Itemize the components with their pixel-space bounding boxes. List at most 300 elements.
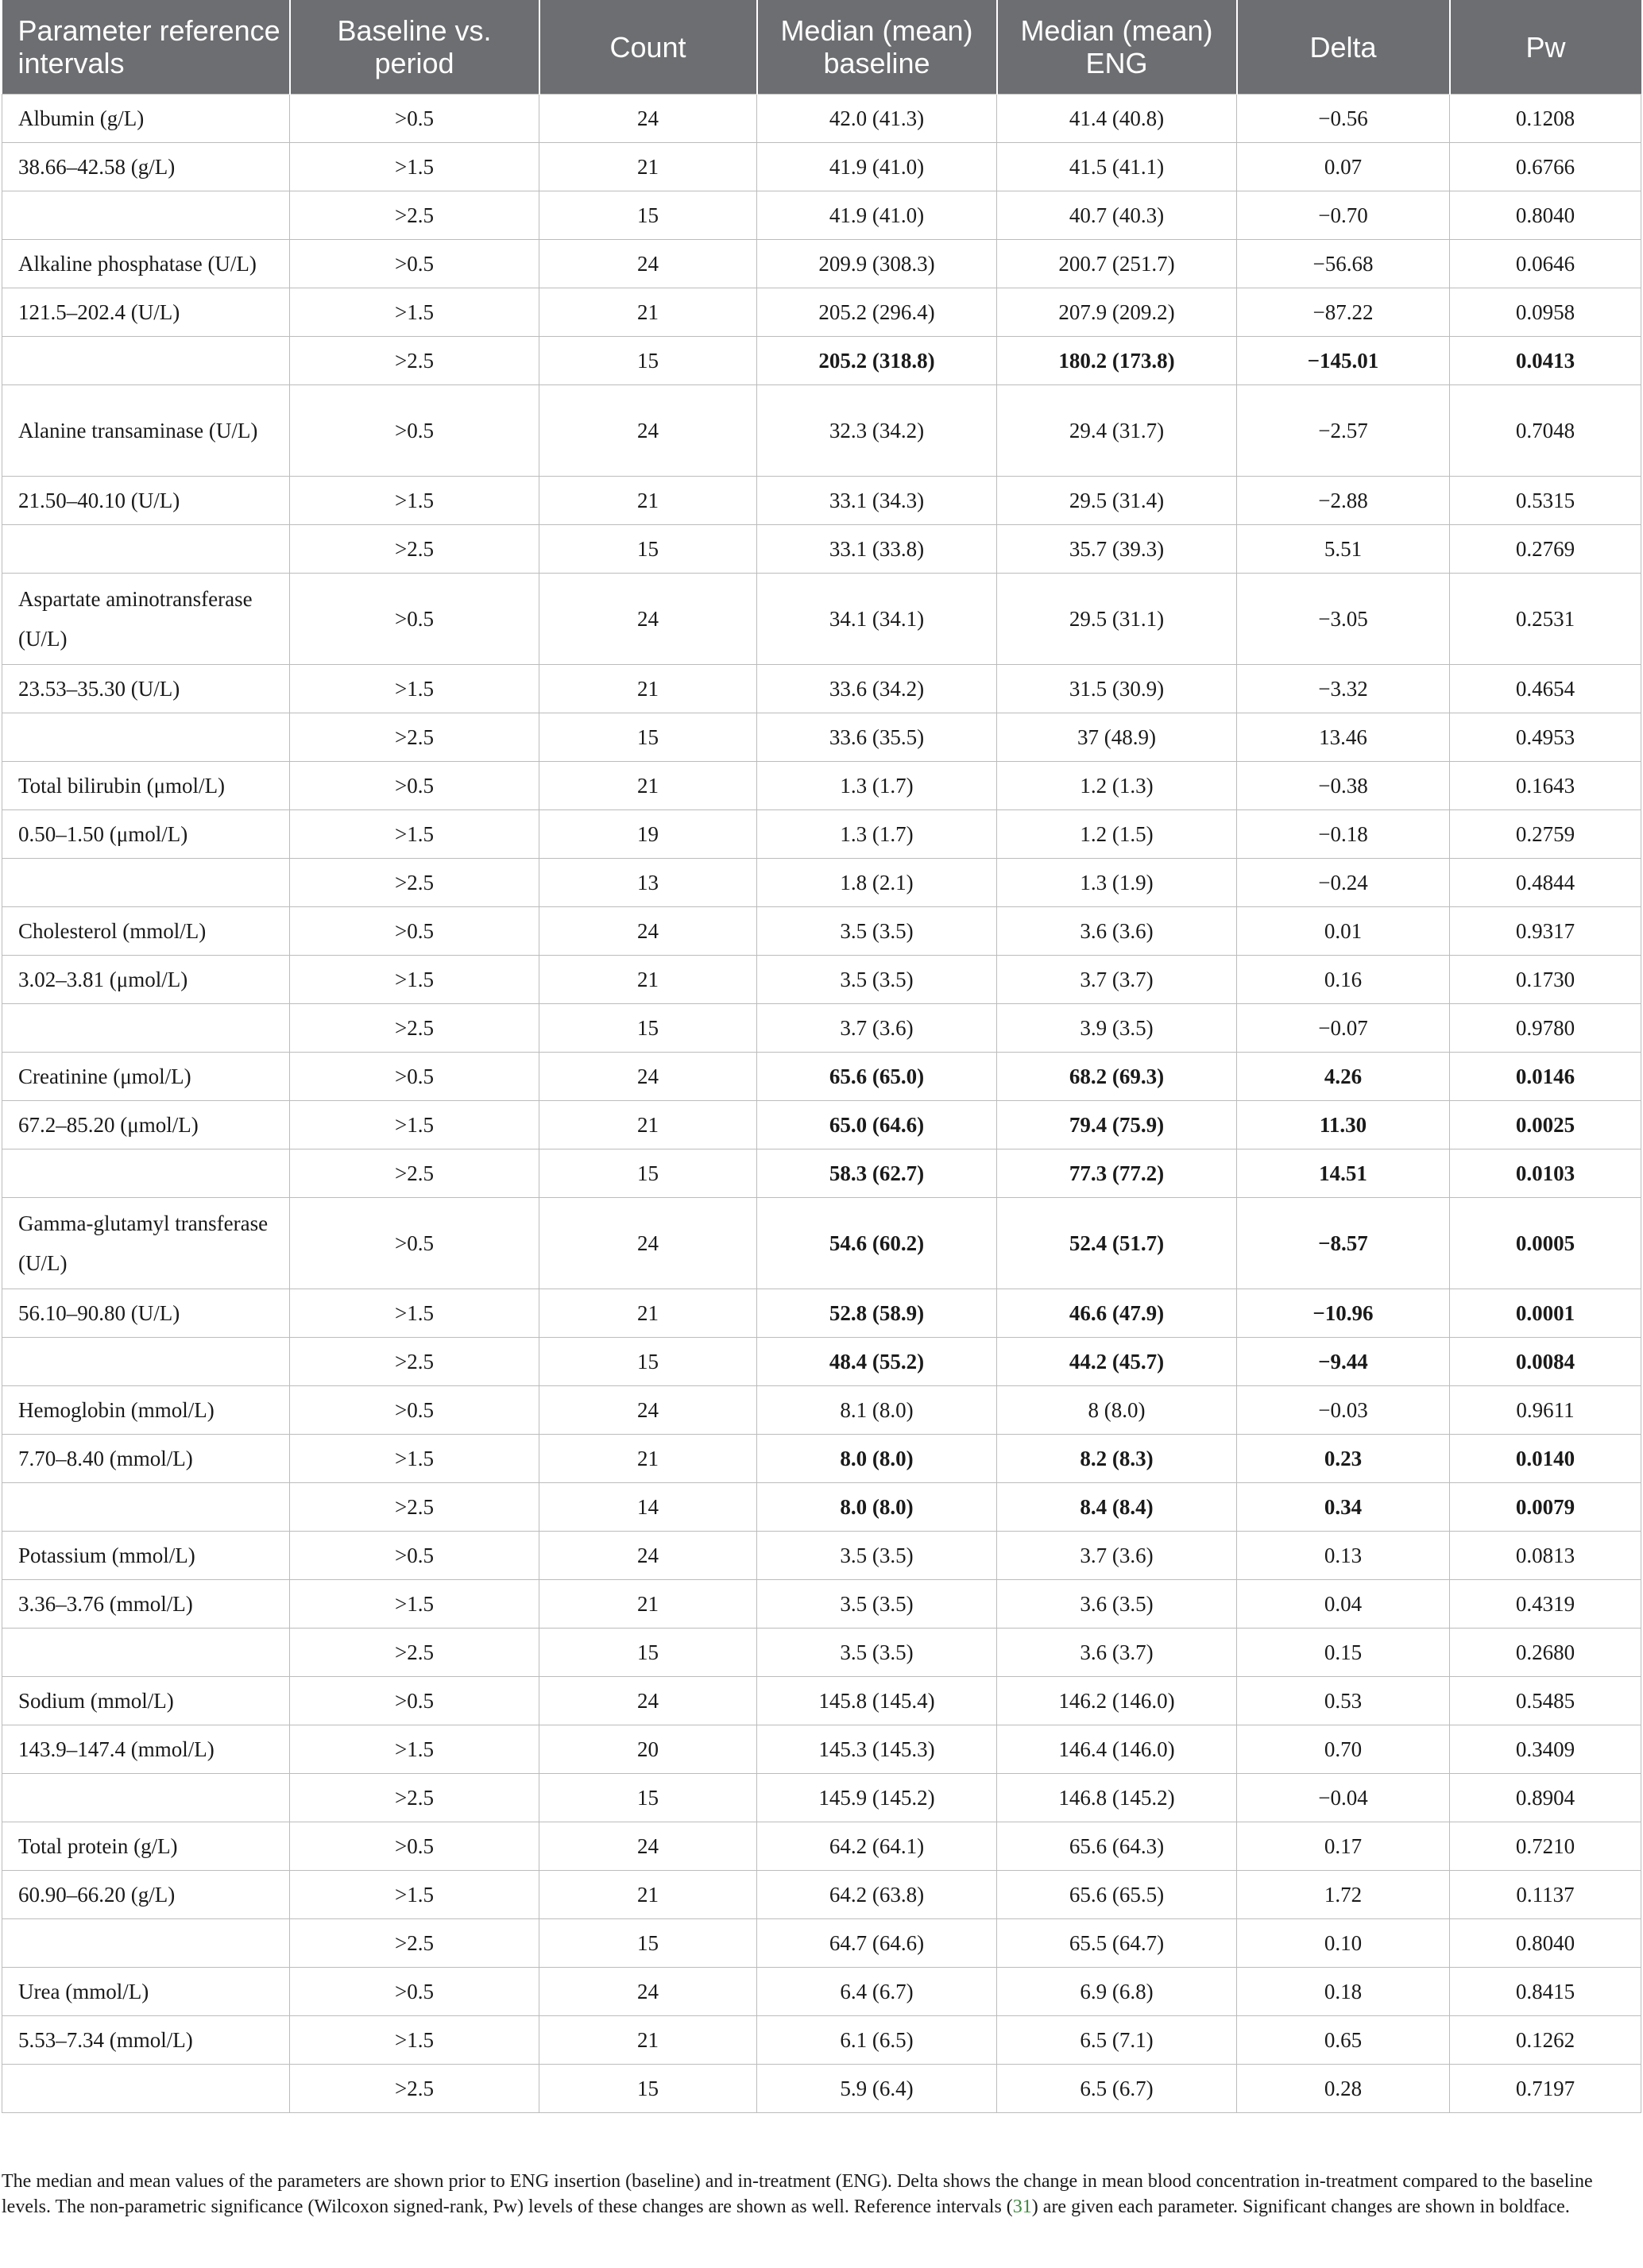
eng-cell: 207.9 (209.2) — [997, 288, 1237, 337]
count-cell: 24 — [539, 1053, 757, 1101]
pw-cell: 0.7210 — [1450, 1822, 1641, 1871]
baseline-cell: 205.2 (296.4) — [757, 288, 997, 337]
count-cell: 15 — [539, 1919, 757, 1968]
header-count: Count — [539, 0, 757, 95]
pw-cell: 0.4319 — [1450, 1580, 1641, 1629]
table-row — [2, 574, 1641, 665]
count-cell: 21 — [539, 2016, 757, 2065]
period-cell: >1.5 — [290, 1289, 539, 1338]
table-row — [2, 1101, 1641, 1149]
delta-cell: 0.13 — [1237, 1532, 1450, 1580]
pw-cell: 0.0084 — [1450, 1338, 1641, 1386]
period-cell: >1.5 — [290, 1435, 539, 1483]
delta-cell: 0.65 — [1237, 2016, 1450, 2065]
table-row — [2, 337, 1641, 385]
period-cell: >2.5 — [290, 713, 539, 762]
count-cell: 15 — [539, 191, 757, 240]
period-cell: >0.5 — [290, 762, 539, 810]
parameter-cell — [2, 1483, 290, 1532]
parameter-cell — [2, 1919, 290, 1968]
table-row — [2, 240, 1641, 288]
eng-cell: 3.7 (3.6) — [997, 1532, 1237, 1580]
eng-cell: 79.4 (75.9) — [997, 1101, 1237, 1149]
table-row — [2, 2016, 1641, 2065]
header-pw: Pw — [1450, 0, 1641, 95]
parameter-cell — [2, 859, 290, 907]
count-cell: 24 — [539, 1198, 757, 1289]
delta-cell: 0.17 — [1237, 1822, 1450, 1871]
baseline-cell: 209.9 (308.3) — [757, 240, 997, 288]
delta-cell: 14.51 — [1237, 1149, 1450, 1198]
eng-cell: 6.5 (6.7) — [997, 2065, 1237, 2113]
count-cell: 15 — [539, 525, 757, 574]
pw-cell: 0.8415 — [1450, 1968, 1641, 2016]
pw-cell: 0.5315 — [1450, 477, 1641, 525]
table-row — [2, 525, 1641, 574]
baseline-cell: 145.8 (145.4) — [757, 1677, 997, 1725]
parameter-cell — [2, 1004, 290, 1053]
eng-cell: 3.6 (3.7) — [997, 1629, 1237, 1677]
table-row — [2, 288, 1641, 337]
period-cell: >2.5 — [290, 525, 539, 574]
baseline-cell: 54.6 (60.2) — [757, 1198, 997, 1289]
eng-cell: 41.5 (41.1) — [997, 143, 1237, 191]
period-cell: >0.5 — [290, 1822, 539, 1871]
table-row — [2, 1532, 1641, 1580]
header-parameter: Parameter reference intervals — [2, 0, 290, 95]
table-row — [2, 859, 1641, 907]
header-median-baseline: Median (mean) baseline — [757, 0, 997, 95]
pw-cell: 0.5485 — [1450, 1677, 1641, 1725]
count-cell: 15 — [539, 1629, 757, 1677]
baseline-cell: 3.5 (3.5) — [757, 1629, 997, 1677]
eng-cell: 65.5 (64.7) — [997, 1919, 1237, 1968]
eng-cell: 6.5 (7.1) — [997, 2016, 1237, 2065]
count-cell: 21 — [539, 288, 757, 337]
parameter-cell: 23.53–35.30 (U/L) — [2, 665, 290, 713]
period-cell: >1.5 — [290, 956, 539, 1004]
period-cell: >0.5 — [290, 95, 539, 143]
parameter-cell — [2, 1629, 290, 1677]
parameter-cell — [2, 525, 290, 574]
count-cell: 21 — [539, 1435, 757, 1483]
parameter-cell: Aspartate aminotransferase (U/L) — [2, 574, 290, 665]
delta-cell: 0.18 — [1237, 1968, 1450, 2016]
count-cell: 21 — [539, 665, 757, 713]
eng-cell: 180.2 (173.8) — [997, 337, 1237, 385]
delta-cell: 1.72 — [1237, 1871, 1450, 1919]
baseline-cell: 8.0 (8.0) — [757, 1483, 997, 1532]
table-row — [2, 1580, 1641, 1629]
period-cell: >1.5 — [290, 1101, 539, 1149]
count-cell: 20 — [539, 1725, 757, 1774]
count-cell: 24 — [539, 574, 757, 665]
parameter-cell — [2, 1338, 290, 1386]
eng-cell: 146.2 (146.0) — [997, 1677, 1237, 1725]
pw-cell: 0.3409 — [1450, 1725, 1641, 1774]
eng-cell: 3.6 (3.5) — [997, 1580, 1237, 1629]
pw-cell: 0.0103 — [1450, 1149, 1641, 1198]
parameter-cell: Gamma-glutamyl transferase (U/L) — [2, 1198, 290, 1289]
period-cell: >1.5 — [290, 143, 539, 191]
baseline-cell: 3.5 (3.5) — [757, 1580, 997, 1629]
parameter-cell: 56.10–90.80 (U/L) — [2, 1289, 290, 1338]
baseline-cell: 41.9 (41.0) — [757, 143, 997, 191]
parameter-cell: 7.70–8.40 (mmol/L) — [2, 1435, 290, 1483]
period-cell: >0.5 — [290, 1198, 539, 1289]
eng-cell: 46.6 (47.9) — [997, 1289, 1237, 1338]
parameter-cell: 3.36–3.76 (mmol/L) — [2, 1580, 290, 1629]
period-cell: >1.5 — [290, 1580, 539, 1629]
table-row — [2, 1483, 1641, 1532]
parameter-cell: 5.53–7.34 (mmol/L) — [2, 2016, 290, 2065]
count-cell: 21 — [539, 477, 757, 525]
table-row — [2, 1629, 1641, 1677]
eng-cell: 1.3 (1.9) — [997, 859, 1237, 907]
eng-cell: 146.8 (145.2) — [997, 1774, 1237, 1822]
delta-cell: 0.04 — [1237, 1580, 1450, 1629]
baseline-cell: 64.2 (64.1) — [757, 1822, 997, 1871]
eng-cell: 29.5 (31.1) — [997, 574, 1237, 665]
period-cell: >2.5 — [290, 859, 539, 907]
count-cell: 24 — [539, 907, 757, 956]
baseline-cell: 3.5 (3.5) — [757, 956, 997, 1004]
pw-cell: 0.0025 — [1450, 1101, 1641, 1149]
baseline-cell: 41.9 (41.0) — [757, 191, 997, 240]
header-period: Baseline vs. period — [290, 0, 539, 95]
pw-cell: 0.0146 — [1450, 1053, 1641, 1101]
period-cell: >2.5 — [290, 1919, 539, 1968]
parameter-cell — [2, 713, 290, 762]
baseline-cell: 33.1 (34.3) — [757, 477, 997, 525]
delta-cell: −3.32 — [1237, 665, 1450, 713]
period-cell: >1.5 — [290, 1871, 539, 1919]
parameter-cell — [2, 1149, 290, 1198]
pw-cell: 0.4844 — [1450, 859, 1641, 907]
eng-cell: 200.7 (251.7) — [997, 240, 1237, 288]
table-row — [2, 477, 1641, 525]
count-cell: 15 — [539, 1774, 757, 1822]
parameter-cell — [2, 191, 290, 240]
pw-cell: 0.0005 — [1450, 1198, 1641, 1289]
parameter-cell — [2, 1774, 290, 1822]
period-cell: >2.5 — [290, 2065, 539, 2113]
count-cell: 24 — [539, 1968, 757, 2016]
eng-cell: 29.5 (31.4) — [997, 477, 1237, 525]
count-cell: 21 — [539, 1580, 757, 1629]
baseline-cell: 64.2 (63.8) — [757, 1871, 997, 1919]
count-cell: 13 — [539, 859, 757, 907]
parameter-cell: Creatinine (μmol/L) — [2, 1053, 290, 1101]
pw-cell: 0.2769 — [1450, 525, 1641, 574]
delta-cell: 11.30 — [1237, 1101, 1450, 1149]
parameter-cell: 121.5–202.4 (U/L) — [2, 288, 290, 337]
baseline-cell: 6.4 (6.7) — [757, 1968, 997, 2016]
period-cell: >1.5 — [290, 477, 539, 525]
count-cell: 21 — [539, 1871, 757, 1919]
period-cell: >1.5 — [290, 810, 539, 859]
parameter-cell: 3.02–3.81 (μmol/L) — [2, 956, 290, 1004]
eng-cell: 3.6 (3.6) — [997, 907, 1237, 956]
eng-cell: 8.4 (8.4) — [997, 1483, 1237, 1532]
baseline-cell: 32.3 (34.2) — [757, 385, 997, 477]
footnote-text-2: ) are given each parameter. Significant changes are shown in boldface. — [1031, 2197, 1570, 2217]
delta-cell: −0.04 — [1237, 1774, 1450, 1822]
count-cell: 15 — [539, 1004, 757, 1053]
baseline-cell: 33.6 (35.5) — [757, 713, 997, 762]
table-row — [2, 2065, 1641, 2113]
delta-cell: −87.22 — [1237, 288, 1450, 337]
delta-cell: −2.88 — [1237, 477, 1450, 525]
table-row — [2, 1149, 1641, 1198]
table-row — [2, 1004, 1641, 1053]
eng-cell: 37 (48.9) — [997, 713, 1237, 762]
period-cell: >1.5 — [290, 2016, 539, 2065]
count-cell: 21 — [539, 1101, 757, 1149]
delta-cell: 0.23 — [1237, 1435, 1450, 1483]
period-cell: >0.5 — [290, 1677, 539, 1725]
delta-cell: −0.07 — [1237, 1004, 1450, 1053]
baseline-cell: 8.0 (8.0) — [757, 1435, 997, 1483]
delta-cell: 4.26 — [1237, 1053, 1450, 1101]
delta-cell: −2.57 — [1237, 385, 1450, 477]
count-cell: 14 — [539, 1483, 757, 1532]
baseline-cell: 65.0 (64.6) — [757, 1101, 997, 1149]
eng-cell: 146.4 (146.0) — [997, 1725, 1237, 1774]
count-cell: 24 — [539, 385, 757, 477]
table-row — [2, 385, 1641, 477]
table-body — [2, 95, 1641, 2113]
period-cell: >2.5 — [290, 1483, 539, 1532]
pw-cell: 0.6766 — [1450, 143, 1641, 191]
eng-cell: 8 (8.0) — [997, 1386, 1237, 1435]
parameter-cell — [2, 337, 290, 385]
pw-cell: 0.0079 — [1450, 1483, 1641, 1532]
pw-cell: 0.9317 — [1450, 907, 1641, 956]
pw-cell: 0.0958 — [1450, 288, 1641, 337]
table-footnote — [2, 2169, 1638, 2220]
baseline-cell: 3.5 (3.5) — [757, 907, 997, 956]
eng-cell: 6.9 (6.8) — [997, 1968, 1237, 2016]
delta-cell: 0.34 — [1237, 1483, 1450, 1532]
pw-cell: 0.0001 — [1450, 1289, 1641, 1338]
table-header-row — [2, 0, 1641, 95]
pw-cell: 0.9611 — [1450, 1386, 1641, 1435]
delta-cell: 0.16 — [1237, 956, 1450, 1004]
table-row — [2, 1435, 1641, 1483]
header-median-eng: Median (mean) ENG — [997, 0, 1237, 95]
count-cell: 24 — [539, 95, 757, 143]
baseline-cell: 65.6 (65.0) — [757, 1053, 997, 1101]
pw-cell: 0.1262 — [1450, 2016, 1641, 2065]
pw-cell: 0.1137 — [1450, 1871, 1641, 1919]
period-cell: >2.5 — [290, 1338, 539, 1386]
period-cell: >1.5 — [290, 288, 539, 337]
eng-cell: 77.3 (77.2) — [997, 1149, 1237, 1198]
table-row — [2, 1677, 1641, 1725]
pw-cell: 0.1730 — [1450, 956, 1641, 1004]
table-row — [2, 1338, 1641, 1386]
pw-cell: 0.0646 — [1450, 240, 1641, 288]
delta-cell: −0.03 — [1237, 1386, 1450, 1435]
delta-cell: −145.01 — [1237, 337, 1450, 385]
baseline-cell: 145.3 (145.3) — [757, 1725, 997, 1774]
eng-cell: 1.2 (1.5) — [997, 810, 1237, 859]
period-cell: >2.5 — [290, 1774, 539, 1822]
pw-cell: 0.8904 — [1450, 1774, 1641, 1822]
pw-cell: 0.0140 — [1450, 1435, 1641, 1483]
period-cell: >2.5 — [290, 191, 539, 240]
table-row — [2, 1919, 1641, 1968]
delta-cell: 0.28 — [1237, 2065, 1450, 2113]
table-row — [2, 1198, 1641, 1289]
pw-cell: 0.8040 — [1450, 1919, 1641, 1968]
eng-cell: 3.7 (3.7) — [997, 956, 1237, 1004]
pw-cell: 0.4953 — [1450, 713, 1641, 762]
table-row — [2, 95, 1641, 143]
eng-cell: 65.6 (65.5) — [997, 1871, 1237, 1919]
table-row — [2, 143, 1641, 191]
table-row — [2, 1822, 1641, 1871]
parameter-cell: 60.90–66.20 (g/L) — [2, 1871, 290, 1919]
period-cell: >0.5 — [290, 240, 539, 288]
baseline-cell: 205.2 (318.8) — [757, 337, 997, 385]
parameter-cell: 0.50–1.50 (μmol/L) — [2, 810, 290, 859]
period-cell: >0.5 — [290, 907, 539, 956]
delta-cell: 0.10 — [1237, 1919, 1450, 1968]
table-row — [2, 1386, 1641, 1435]
baseline-cell: 33.1 (33.8) — [757, 525, 997, 574]
count-cell: 15 — [539, 1338, 757, 1386]
table-row — [2, 956, 1641, 1004]
parameter-cell: Albumin (g/L) — [2, 95, 290, 143]
delta-cell: −8.57 — [1237, 1198, 1450, 1289]
footnote-reference-link[interactable]: 31 — [1012, 2197, 1032, 2217]
eng-cell: 35.7 (39.3) — [997, 525, 1237, 574]
eng-cell: 68.2 (69.3) — [997, 1053, 1237, 1101]
eng-cell: 29.4 (31.7) — [997, 385, 1237, 477]
count-cell: 15 — [539, 337, 757, 385]
period-cell: >0.5 — [290, 1968, 539, 2016]
delta-cell: 13.46 — [1237, 713, 1450, 762]
count-cell: 19 — [539, 810, 757, 859]
pw-cell: 0.1208 — [1450, 95, 1641, 143]
period-cell: >1.5 — [290, 1725, 539, 1774]
pw-cell: 0.7197 — [1450, 2065, 1641, 2113]
pw-cell: 0.2531 — [1450, 574, 1641, 665]
baseline-cell: 33.6 (34.2) — [757, 665, 997, 713]
baseline-cell: 1.8 (2.1) — [757, 859, 997, 907]
parameter-cell: Hemoglobin (mmol/L) — [2, 1386, 290, 1435]
footnote-text-1: The median and mean values of the parameters are shown prior to ENG insertion (baseline) and in-treatment (ENG). Delta shows the change in mean blood concentration in-treatment compared to the baseline levels. The non-parametric significance (Wilcoxon signed-rank, Pw) levels of these changes are shown as well. Reference intervals ( — [2, 2171, 1593, 2217]
baseline-cell: 1.3 (1.7) — [757, 810, 997, 859]
pw-cell: 0.7048 — [1450, 385, 1641, 477]
baseline-cell: 1.3 (1.7) — [757, 762, 997, 810]
parameter-cell: Alanine transaminase (U/L) — [2, 385, 290, 477]
period-cell: >2.5 — [290, 1149, 539, 1198]
delta-cell: −0.56 — [1237, 95, 1450, 143]
delta-cell: −3.05 — [1237, 574, 1450, 665]
parameter-cell: Sodium (mmol/L) — [2, 1677, 290, 1725]
eng-cell: 41.4 (40.8) — [997, 95, 1237, 143]
baseline-cell: 5.9 (6.4) — [757, 2065, 997, 2113]
count-cell: 24 — [539, 1677, 757, 1725]
table-row — [2, 762, 1641, 810]
table-row — [2, 1289, 1641, 1338]
table-row — [2, 1871, 1641, 1919]
delta-cell: −0.24 — [1237, 859, 1450, 907]
count-cell: 21 — [539, 762, 757, 810]
delta-cell: −0.18 — [1237, 810, 1450, 859]
pw-cell: 0.8040 — [1450, 191, 1641, 240]
count-cell: 21 — [539, 143, 757, 191]
parameter-cell: 67.2–85.20 (μmol/L) — [2, 1101, 290, 1149]
delta-cell: −0.70 — [1237, 191, 1450, 240]
baseline-cell: 3.7 (3.6) — [757, 1004, 997, 1053]
pw-cell: 0.0413 — [1450, 337, 1641, 385]
delta-cell: 0.70 — [1237, 1725, 1450, 1774]
baseline-cell: 145.9 (145.2) — [757, 1774, 997, 1822]
delta-cell: −56.68 — [1237, 240, 1450, 288]
period-cell: >2.5 — [290, 1004, 539, 1053]
delta-cell: 0.07 — [1237, 143, 1450, 191]
parameter-cell: Total protein (g/L) — [2, 1822, 290, 1871]
delta-cell: −0.38 — [1237, 762, 1450, 810]
table-row — [2, 1053, 1641, 1101]
parameter-cell: 38.66–42.58 (g/L) — [2, 143, 290, 191]
parameter-cell: 21.50–40.10 (U/L) — [2, 477, 290, 525]
period-cell: >0.5 — [290, 385, 539, 477]
count-cell: 15 — [539, 2065, 757, 2113]
eng-cell: 8.2 (8.3) — [997, 1435, 1237, 1483]
eng-cell: 3.9 (3.5) — [997, 1004, 1237, 1053]
pw-cell: 0.2759 — [1450, 810, 1641, 859]
pw-cell: 0.1643 — [1450, 762, 1641, 810]
period-cell: >0.5 — [290, 1532, 539, 1580]
period-cell: >0.5 — [290, 1053, 539, 1101]
count-cell: 21 — [539, 956, 757, 1004]
period-cell: >0.5 — [290, 1386, 539, 1435]
count-cell: 24 — [539, 1386, 757, 1435]
header-delta: Delta — [1237, 0, 1450, 95]
parameter-cell: Total bilirubin (μmol/L) — [2, 762, 290, 810]
period-cell: >1.5 — [290, 665, 539, 713]
period-cell: >0.5 — [290, 574, 539, 665]
delta-cell: 0.53 — [1237, 1677, 1450, 1725]
count-cell: 15 — [539, 1149, 757, 1198]
count-cell: 24 — [539, 1532, 757, 1580]
parameter-cell: Potassium (mmol/L) — [2, 1532, 290, 1580]
eng-cell: 52.4 (51.7) — [997, 1198, 1237, 1289]
lab-parameters-table — [2, 0, 1641, 2113]
parameter-cell: Alkaline phosphatase (U/L) — [2, 240, 290, 288]
period-cell: >2.5 — [290, 337, 539, 385]
pw-cell: 0.0813 — [1450, 1532, 1641, 1580]
delta-cell: 5.51 — [1237, 525, 1450, 574]
parameter-cell: 143.9–147.4 (mmol/L) — [2, 1725, 290, 1774]
table-row — [2, 1968, 1641, 2016]
eng-cell: 1.2 (1.3) — [997, 762, 1237, 810]
pw-cell: 0.2680 — [1450, 1629, 1641, 1677]
table-row — [2, 907, 1641, 956]
delta-cell: 0.15 — [1237, 1629, 1450, 1677]
baseline-cell: 3.5 (3.5) — [757, 1532, 997, 1580]
table-row — [2, 713, 1641, 762]
baseline-cell: 8.1 (8.0) — [757, 1386, 997, 1435]
count-cell: 24 — [539, 240, 757, 288]
pw-cell: 0.4654 — [1450, 665, 1641, 713]
baseline-cell: 42.0 (41.3) — [757, 95, 997, 143]
